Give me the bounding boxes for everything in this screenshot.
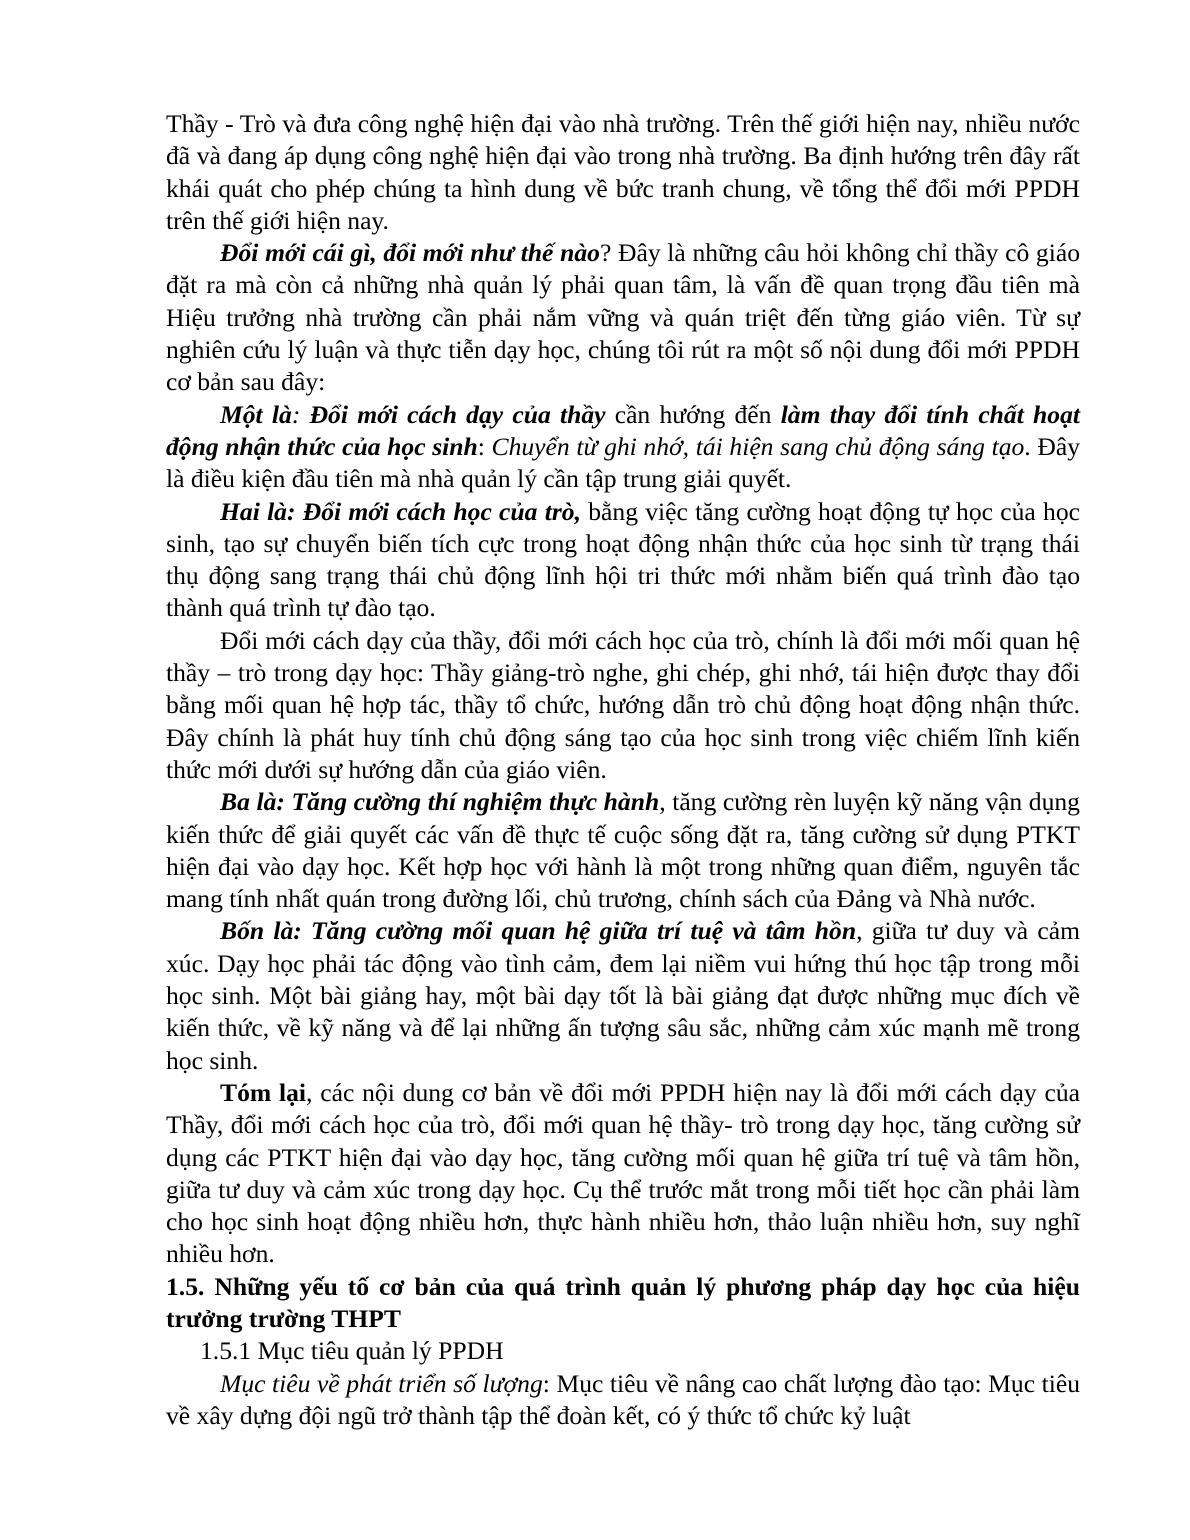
section-heading: 1.5. Những yếu tố cơ bản của quá trình quản lý phương pháp dạy học của hiệu trưởng trường THPT	[166, 1271, 1080, 1333]
emphasis-lead: Một là	[220, 399, 292, 429]
paragraph-question	[166, 237, 1080, 398]
paragraph-text: , các nội dung cơ bản về đổi mới PPDH hiện nay là đổi mới cách dạy của Thầy, đổi mới cách học của trò, đổi mới quan hệ thầy- trò trong dạy học, tăng cường sử dụng các PTKT hiện đại vào dạy học, tăng cường mối quan hệ giữa trí tuệ và tâm hồn, giữa tư duy và cảm xúc trong dạy học. Cụ thể trước mắt trong mỗi tiết học cần phải làm cho học sinh hoạt động nhiều hơn, thực hành nhiều hơn, thảo luận nhiều hơn, suy nghĩ nhiều hơn.	[166, 1077, 1080, 1269]
emphasis-lead: Ba là: Tăng cường thí nghiệm thực hành	[220, 787, 660, 817]
italic-lead: Mục tiêu về phát triển số lượng	[220, 1368, 543, 1398]
paragraph-text: : Mục tiêu về nâng cao chất lượng đào tạo: Mục tiêu về xây dựng đội ngũ trở thành tập thể đoàn kết, có ý thức tổ chức kỷ luật	[166, 1368, 1080, 1430]
paragraph-point-one	[166, 399, 1080, 496]
document-page	[166, 108, 1080, 1432]
paragraph-text: , tăng cường rèn luyện kỹ năng vận dụng kiến thức để giải quyết các vấn đề thực tế cuộc sống đặt ra, tăng cường sử dụng PTKT hiện đại vào dạy học. Kết hợp học với hành là một trong những quan điểm, nguyên tắc mang tính nhất quán trong đường lối, chủ trương, chính sách của Đảng và Nhà nước.	[166, 787, 1080, 914]
paragraph-text: . Đây là điều kiện đầu tiên mà nhà quản lý cần tập trung giải quyết.	[166, 431, 1080, 494]
emphasis-phrase: làm thay đổi tính chất hoạt động nhận thức của học sinh	[166, 399, 1080, 461]
emphasis-lead: Bốn là: Tăng cường mối quan hệ giữa trí tuệ và tâm hồn	[220, 916, 857, 946]
bold-lead: Tóm lại	[220, 1077, 307, 1107]
paragraph-intro: Thầy - Trò và đưa công nghệ hiện đại vào nhà trường. Trên thế giới hiện nay, nhiều nước đã và đang áp dụng công nghệ hiện đại vào trong nhà trường. Ba định hướng trên đây rất khái quát cho phép chúng ta hình dung về bức tranh chung, về tổng thể đổi mới PPDH trên thế giới hiện nay.	[166, 109, 1080, 235]
subsection-heading: 1.5.1 Mục tiêu quản lý PPDH	[200, 1336, 504, 1366]
paragraph-point-two	[166, 496, 1080, 625]
emphasis-lead: Đổi mới cái gì, đổi mới như thế nào	[220, 238, 600, 268]
paragraph-point-three	[166, 786, 1080, 915]
paragraph-text: cần hướng đến	[605, 399, 781, 429]
emphasis-lead: Hai là: Đổi mới cách học của trò,	[220, 496, 581, 526]
paragraph-text: ? Đây là những câu hỏi không chỉ thầy cô giáo đặt ra mà còn cả những nhà quản lý phải quan tâm, là vấn đề quan trọng đầu tiên mà Hiệu trưởng nhà trường cần phải nắm vững và quán triệt đến từng giáo viên. Từ sự nghiên cứu lý luận và thực tiễn dạy học, chúng tôi rút ra một số nội dung đổi mới PPDH cơ bản sau đây:	[166, 238, 1080, 397]
italic-phrase: Chuyển từ ghi nhớ, tái hiện sang chủ động sáng tạo	[491, 431, 1025, 461]
paragraph-summary	[166, 1077, 1080, 1271]
colon: :	[477, 431, 492, 461]
paragraph-text: bằng việc tăng cường hoạt động tự học của học sinh, tạo sự chuyển biến tích cực trong hoạt động nhận thức của học sinh từ trạng thái thụ động sang trạng thái chủ động lĩnh hội tri thức mới nhằm biến quá trình đào tạo thành quá trình tự đào tạo.	[166, 496, 1080, 623]
colon: :	[291, 399, 310, 429]
paragraph-text: , giữa tư duy và cảm xúc. Dạy học phải tác động vào tình cảm, đem lại niềm vui hứng thú học tập trong mỗi học sinh. Một bài giảng hay, một bài dạy tốt là bài giảng đạt được những mục đích về kiến thức, về kỹ năng và để lại những ấn tượng sâu sắc, những cảm xúc mạnh mẽ trong học sinh.	[166, 916, 1080, 1075]
paragraph-point-four	[166, 915, 1080, 1076]
paragraph-relationship: Đổi mới cách dạy của thầy, đổi mới cách học của trò, chính là đổi mới mối quan hệ thầy – trò trong dạy học: Thầy giảng-trò nghe, ghi chép, ghi nhớ, tái hiện được thay đổi bằng mối quan hệ hợp tác, thầy tổ chức, hướng dẫn trò chủ động hoạt động nhận thức. Đây chính là phát huy tính chủ động sáng tạo của học sinh trong việc chiếm lĩnh kiến thức mới dưới sự hướng dẫn của giáo viên.	[166, 625, 1080, 784]
emphasis-phrase: Đổi mới cách dạy của thầy	[309, 399, 606, 429]
paragraph-objectives	[166, 1368, 1080, 1433]
